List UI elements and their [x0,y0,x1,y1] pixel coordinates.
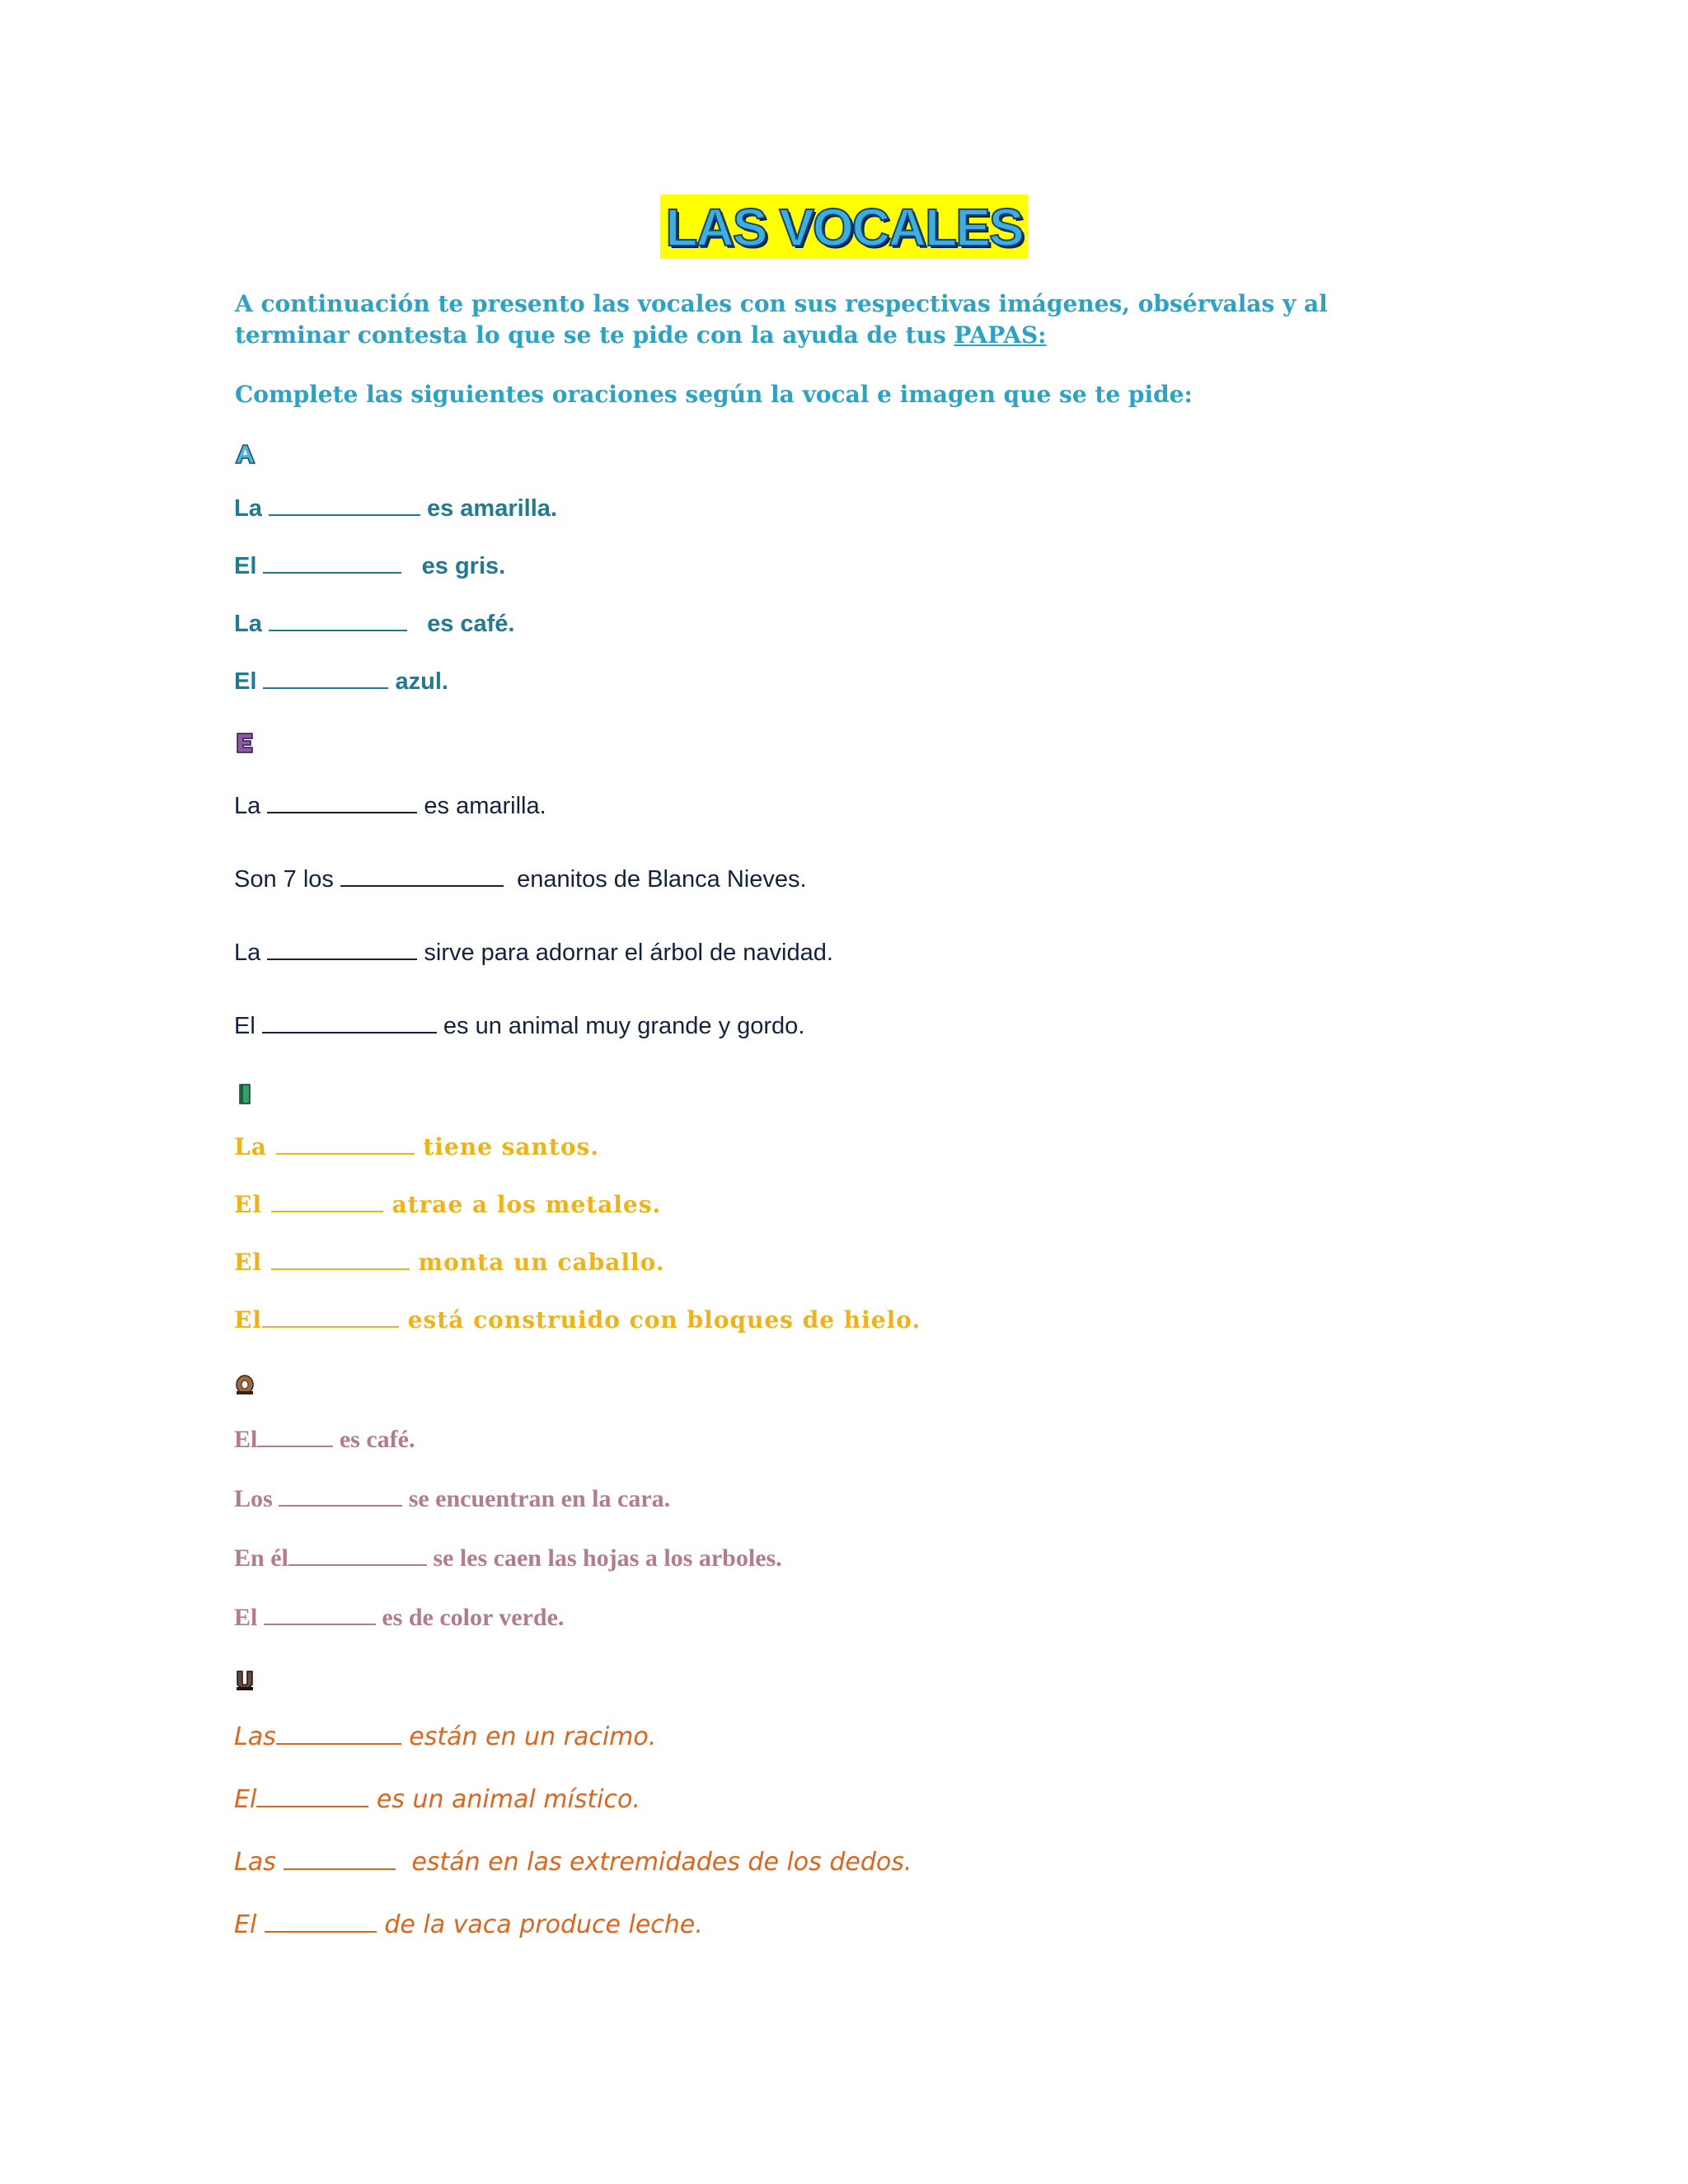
sentence-start: El [234,1191,271,1219]
intro-text: A continuación te presento las vocales con sus respectivas imágenes, obsérvalas y al terminar contesta lo que se te pide con la ayuda de tus [235,290,1328,349]
sentence-start: El [234,1013,262,1040]
instruction-text: Complete las siguientes oraciones según la vocal e imagen que se te pide: [235,381,1193,408]
letter-e-icon [234,732,256,753]
sentence-end: está construido con bloques de hielo. [398,1306,921,1334]
intro-papas-link: PAPAS: [954,321,1047,349]
sentence-end: están en un racimo. [401,1722,657,1751]
sentence-end: monta un caballo. [409,1249,665,1277]
sentence-start: La [234,495,269,523]
sentence-end: es un animal muy grande y gordo. [436,1013,805,1040]
sentence-end: se les caen las hojas a los arboles. [426,1544,782,1572]
sentence-line [234,1248,665,1276]
sentence-start: Las [234,1848,284,1877]
answer-blank[interactable] [271,1248,410,1270]
sentence-line [234,1305,921,1333]
answer-blank[interactable] [288,1542,427,1566]
answer-blank[interactable] [262,1010,437,1033]
answer-blank[interactable] [276,1132,415,1155]
sentence-end: es café. [333,1426,415,1453]
sentence-start: La [234,793,268,820]
answer-blank[interactable] [340,864,504,887]
sentence-start: El [234,1306,262,1334]
title-container [0,194,1688,259]
sentence-line [234,608,515,638]
sentence-line [234,1423,415,1454]
answer-blank[interactable] [269,608,407,631]
sentence-end: es gris. [401,553,506,580]
answer-blank[interactable] [267,937,417,960]
answer-blank[interactable] [263,551,401,574]
sentence-line [234,1010,804,1040]
answer-blank[interactable] [256,1783,368,1807]
sentence-line [234,551,505,580]
page-title: LAS VOCALES [660,194,1027,259]
sentence-line [234,864,807,893]
sentence-end: sirve para adornar el árbol de navidad. [417,940,833,967]
sentence-start: Las [234,1722,276,1751]
sentence-line [234,1483,670,1513]
answer-blank[interactable] [284,1846,396,1870]
sentence-line [234,1542,782,1572]
sentence-line [234,937,833,967]
sentence-end: enanitos de Blanca Nieves. [503,866,807,893]
sentence-end: es amarilla. [420,495,557,523]
sentence-line [234,666,448,696]
answer-blank[interactable] [276,1721,401,1745]
sentence-line [234,1909,703,1939]
sentence-start: El [234,668,264,696]
answer-blank[interactable] [271,1190,383,1212]
answer-blank[interactable] [267,790,417,813]
sentence-line [234,1721,656,1751]
answer-blank[interactable] [263,666,388,689]
sentence-start: Son 7 los [234,866,340,893]
sentence-start: La [234,940,268,967]
letter-u-icon [234,1670,256,1691]
sentence-start: El [234,1910,265,1939]
sentence-line [234,790,546,820]
sentence-start: El [234,1785,257,1814]
sentence-end: de la vaca produce leche. [376,1910,703,1939]
letter-o-icon [234,1374,256,1395]
answer-blank[interactable] [265,1909,377,1933]
sentence-line [234,1601,564,1632]
sentence-start: La [234,1133,276,1161]
sentence-end: se encuentran en la cara. [402,1485,671,1512]
sentence-start: El [234,1604,264,1631]
letter-a-icon [234,443,256,465]
sentence-start: El [234,1426,258,1453]
sentence-start: En él [234,1544,288,1572]
sentence-start: El [234,1249,271,1277]
sentence-start: Los [234,1485,279,1512]
sentence-end: es café. [406,611,515,638]
answer-blank[interactable] [269,493,420,516]
sentence-line [234,1132,599,1160]
sentence-start: La [234,611,269,638]
sentence-line [234,1783,640,1814]
sentence-end: atrae a los metales. [382,1191,662,1219]
letter-i-icon [234,1083,256,1104]
sentence-start: El [234,553,264,580]
answer-blank[interactable] [262,1305,399,1328]
sentence-end: es de color verde. [375,1604,565,1631]
answer-blank[interactable] [264,1601,376,1625]
sentence-line [234,1846,912,1877]
intro-paragraph [235,288,1447,351]
sentence-end: es un animal místico. [368,1785,640,1814]
sentence-end: es amarilla. [417,793,546,820]
answer-blank[interactable] [257,1423,333,1447]
sentence-line [234,493,557,523]
sentence-end: tiene santos. [414,1133,600,1161]
sentence-line [234,1190,661,1218]
sentence-end: están en las extremidades de los dedos. [396,1848,912,1877]
sentence-end: azul. [388,668,448,696]
answer-blank[interactable] [279,1483,402,1507]
